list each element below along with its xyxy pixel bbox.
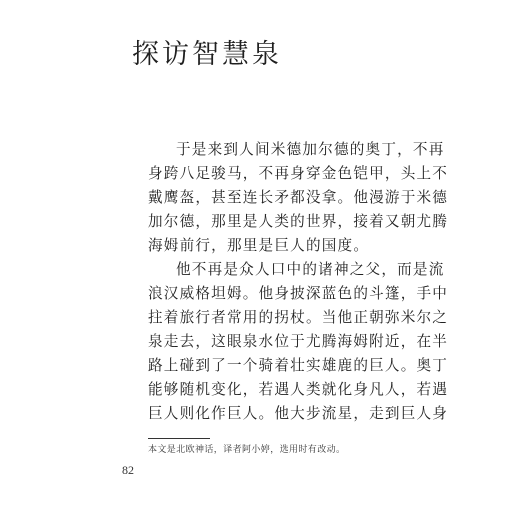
footnote-divider bbox=[148, 438, 210, 439]
text-line: 加尔德，那里是人类的世界，接着又朝尤腾 bbox=[148, 213, 449, 230]
text-line: 他不再是众人口中的诸神之父，而是流 bbox=[176, 261, 445, 278]
text-line: 海姆前行，那里是巨人的国度。 bbox=[148, 237, 370, 254]
text-line: 戴鹰盔，甚至连长矛都没拿。他漫游于米德 bbox=[148, 189, 449, 206]
chapter-title: 探访智慧泉 bbox=[132, 39, 282, 70]
paragraph-2 bbox=[148, 258, 449, 426]
text-line: 路上碰到了一个骑着壮实雄鹿的巨人。奥丁 bbox=[148, 357, 449, 374]
page-number: 82 bbox=[122, 463, 134, 477]
text-line: 浪汉威格坦姆。他身披深蓝色的斗篷，手中 bbox=[148, 285, 449, 302]
text-line: 能够随机变化，若遇人类就化身凡人，若遇 bbox=[148, 381, 449, 398]
footnote: 本文是北欧神话，译者阿小婷，选用时有改动。 bbox=[148, 445, 346, 455]
body-text bbox=[148, 138, 449, 426]
text-line: 巨人则化作巨人。他大步流星，走到巨人身 bbox=[148, 405, 449, 422]
paragraph-1 bbox=[148, 138, 449, 258]
text-line: 身跨八足骏马，不再身穿金色铠甲，头上不 bbox=[148, 165, 449, 182]
text-line: 拄着旅行者常用的拐杖。当他正朝弥米尔之 bbox=[148, 309, 449, 326]
text-line: 于是来到人间米德加尔德的奥丁，不再 bbox=[176, 141, 445, 158]
text-line: 泉走去，这眼泉水位于尤腾海姆附近，在半 bbox=[148, 333, 449, 350]
